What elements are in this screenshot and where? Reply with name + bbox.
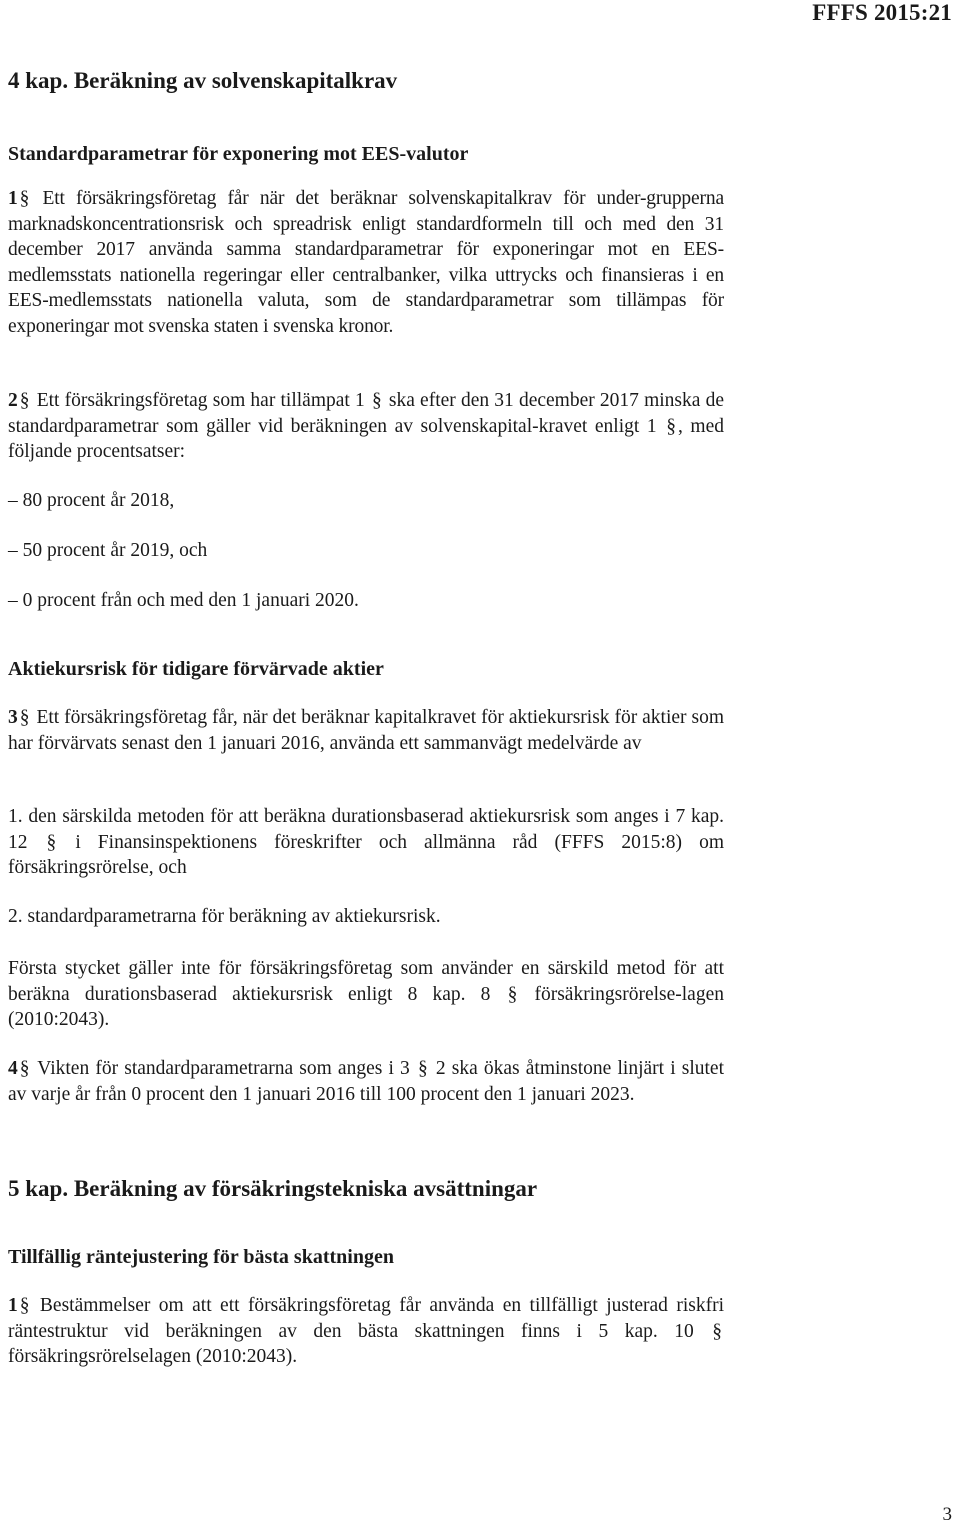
paragraph-number: 2 [8,390,18,411]
section-sign: § [19,390,30,411]
paragraph-number: 1 [8,1295,18,1316]
section-sign: § [19,1058,30,1079]
paragraph-4-2 [8,388,724,465]
section-sign: § [712,1320,723,1342]
paragraph-text: Ett försäkringsföretag får när det beräknar solvenskapitalkrav för under-gruppernа marknadskoncentrationsrisk och spreadrisk enligt standardformeln till och med den 31 december 2017 använda samma standardparametrar för exponeringar mot en EES-medlemsstats nationella regeringar eller centralbanker, vilka uttrycks och finansieras i en EES-medlemsstats nationella valuta, som de standardparametrar som tillämpas för exponeringar mot svenska staten i svenska kronor. [8,188,724,337]
paragraph-4-3 [8,705,724,756]
chapter-4-title: 4 kap. Beräkning av solvenskapitalkrav [8,68,398,93]
paragraph-number: 4 [8,1058,18,1079]
paragraph-number: 3 [8,707,18,728]
section-sign: § [417,1058,428,1079]
paragraph-4-3-second [8,956,724,1033]
paragraph-4-4 [8,1056,724,1107]
list-item-text: 1. den särskilda metoden för att beräkna durationsbaserad aktiekursrisk som anges i 7 kap. 12 [8,806,724,853]
section-sign: § [666,415,676,437]
section-sign: § [19,707,30,728]
list-item-text: i Finansinspektionens föreskrifter och allmänna råd (FFFS 2015:8) om försäkringsrörelse, och [8,831,725,879]
section-sign: § [19,1295,30,1316]
chapter-5-title: 5 kap. Beräkning av försäkringstekniska avsättningar [8,1176,538,1201]
paragraph-text: Första stycket gäller inte för försäkringsföretag som använder en särskild metod för att beräkna durationsbaserad aktiekursrisk enligt 8 kap. 8 [8,958,724,1005]
paragraph-text: 2 ska ökas åtminstone linjärt i slutet av varje år från 0 procent den 1 januari 2016 till 100 procent den 1 januari 2023. [8,1058,725,1105]
numbered-list-item-2: 2. standardparametrarna för beräkning av aktiekursrisk. [8,906,441,927]
paragraph-text: Ett försäkringsföretag får, när det beräknar kapitalkravet för aktiekursrisk för aktier som har förvärvats senast den 1 januari 2016, använda ett sammanvägt medelvärde av [8,707,724,754]
paragraph-text: försäkringsrörelse-lagen (2010:2043). [8,983,724,1031]
section-heading-interest-adjustment: Tillfällig räntejustering för bästa skattningen [8,1246,394,1268]
paragraph-text: , med följande procentsatser: [8,415,724,463]
numbered-list-item-1 [8,804,724,881]
document-id: FFFS 2015:21 [812,0,952,25]
section-sign: § [19,188,30,209]
page-number: 3 [942,1504,952,1525]
section-heading-ees-currencies: Standardparametrar för exponering mot EES-valutor [8,143,469,165]
paragraph-text: Ett försäkringsföretag som har tillämpat 1 [36,390,365,411]
dash-list-item: – 50 procent år 2019, och [8,540,208,561]
dash-list-item: – 0 procent från och med den 1 januari 2020. [8,590,359,611]
dash-list-item: – 80 procent år 2018, [8,490,175,511]
paragraph-4-1 [8,186,724,340]
section-sign: § [507,983,518,1005]
paragraph-text: Bestämmelser om att ett försäkringsföretag får använda en tillfälligt justerad riskfri räntestruktur vid beräkningen av den bästa skattningen finns i 5 kap. 10 [8,1295,725,1342]
paragraph-text: försäkringsrörelselagen (2010:2043). [8,1346,298,1368]
paragraph-text: Vikten för standardparametrarna som anges i 3 [37,1058,410,1079]
paragraph-5-1 [8,1293,724,1370]
paragraph-number: 1 [8,188,18,209]
section-sign: § [46,831,57,853]
section-sign: § [371,390,382,411]
paragraph-text: ska efter den 31 december 2017 minska de standardparametrar som gäller vid beräkningen av solvenskapital-kravet enligt 1 [8,390,725,437]
section-heading-equity-risk: Aktiekursrisk för tidigare förvärvade aktier [8,658,384,680]
